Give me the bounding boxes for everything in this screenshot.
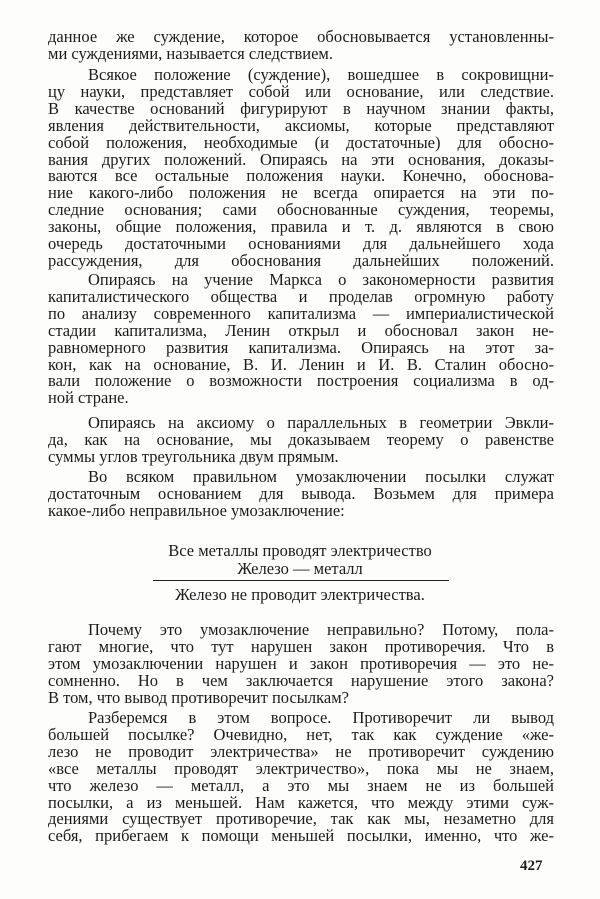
major-premise: Все металлы проводят электричество <box>168 541 432 560</box>
text-line: явления действительности, аксиомы, которые представляют <box>48 115 554 135</box>
text-line: Разберемся в этом вопросе. Противоречит ли вывод <box>88 708 554 727</box>
minor-premise: Железо — металл <box>237 559 363 578</box>
text-line: гают многие, что тут нарушен закон противоречия. Что в <box>48 636 554 656</box>
page-number: 427 <box>520 858 543 874</box>
text-line: посылки, а из меньшей. Нам кажется, что между этими суж- <box>48 792 554 812</box>
text-line: ной стране. <box>48 388 129 408</box>
text-line: что железо — металл, а это мы знаем не из большей <box>48 775 554 795</box>
text-line: капиталистического общества и проделав огромную работу <box>48 286 554 306</box>
text-line: Опираясь на учение Маркса о закономерности развития <box>88 270 554 289</box>
text-line: Опираясь на аксиому о параллельных в геометрии Эвкли- <box>88 413 554 432</box>
text-line: стадии капитализма, Ленин открыл и обосновал закон не- <box>48 320 554 340</box>
text-line: В том, что вывод противоречит посылкам? <box>48 687 349 707</box>
syllogism-rule <box>153 580 449 581</box>
text-line: какое-либо неправильное умозаключение: <box>48 500 345 520</box>
text-line: рассуждения, для обоснования дальнейших положений. <box>48 250 554 270</box>
text-line: законы, общие положения, правила и т. д. являются в свою <box>48 217 554 237</box>
conclusion: Железо не проводит электричества. <box>175 585 425 604</box>
text-line: сомненно. Но в чем заключается нарушение этого закона? <box>48 670 554 690</box>
text-line: вания других положений. Опираясь на эти основания, доказы- <box>48 149 554 169</box>
text-line: Почему это умозаключение неправильно? Потому, пола- <box>88 620 554 639</box>
text-line: цу науки, представляет собой или основание, или следствие. <box>48 81 554 101</box>
text-line: Во всяком правильном умозаключении посылки служат <box>88 467 554 486</box>
text-line: большей посылке? Очевидно, нет, так как суждение «же- <box>48 724 554 744</box>
text-line: равномерного развития капитализма. Опираясь на этот за- <box>48 337 554 357</box>
text-line: ние какого-либо положения не всегда опирается на эти по- <box>48 183 554 203</box>
text-line: ваются все остальные положения науки. Конечно, обоснова- <box>48 166 554 186</box>
text-line: «все металлы проводят электричество», пока мы не знаем, <box>48 758 554 778</box>
text-line: очередь достаточными основаниями для дальнейшего хода <box>48 234 554 253</box>
text-line: собой положения, необходимые (и достаточные) для обосно- <box>48 132 554 152</box>
text-line: следние основания; сами обоснованные суждения, теоремы, <box>48 200 554 220</box>
text-line: данное же суждение, которое обосновывается установленны- <box>48 27 554 46</box>
text-line: ми суждениями, называется следствием. <box>48 43 333 63</box>
text-line: да, как на основание, мы доказываем теорему о равенстве <box>48 429 554 449</box>
text-line: кон, как на основание, В. И. Ленин и И. В. Сталин обосно- <box>48 354 554 374</box>
text-line: по анализу современного капитализма — империалистической <box>48 303 554 323</box>
text-line: себя, прибегаем к помощи меньшей посылки, именно, что же- <box>48 826 554 846</box>
text-line: Всякое положение (суждение), вошедшее в сокровищни- <box>88 65 554 84</box>
text-line: дениями существует противоречие, так как мы, незаметно для <box>48 809 554 829</box>
text-line: лезо не проводит электричества» не противоречит суждению <box>48 741 554 761</box>
text-line: вали положение о возможности построения социализма в од- <box>48 371 554 391</box>
text-line: суммы углов треугольника двум прямым. <box>48 446 339 466</box>
text-line: достаточным основанием для вывода. Возьмем для примера <box>48 483 554 503</box>
text-line: В качестве оснований фигурируют в научном знании факты, <box>48 98 554 118</box>
text-line: этом умозаключении нарушен и закон противоречия — это не- <box>48 653 554 673</box>
